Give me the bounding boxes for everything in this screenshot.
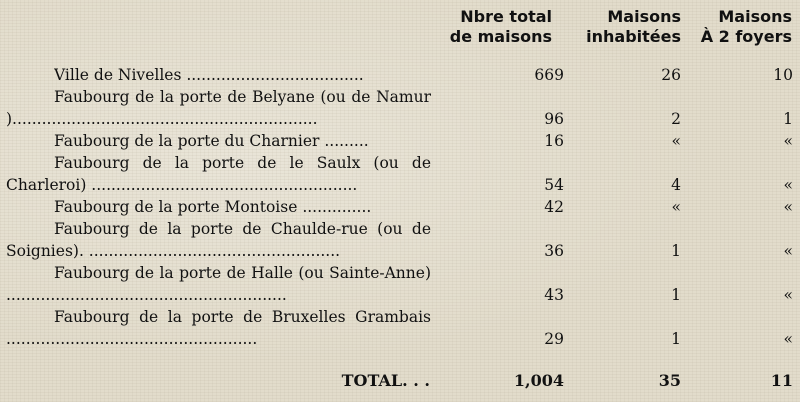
cell-two-households: « bbox=[783, 198, 793, 216]
header-uninhabited-line2: inhabitées bbox=[586, 27, 681, 46]
cell-uninhabited: « bbox=[671, 198, 681, 216]
cell-total-houses: 16 bbox=[544, 132, 564, 150]
row-label: Faubourg de la porte du Charnier ......... bbox=[54, 132, 369, 150]
total-label: TOTAL. . . bbox=[341, 371, 430, 390]
cell-uninhabited: 2 bbox=[671, 110, 681, 128]
cell-two-households: 10 bbox=[773, 66, 793, 84]
cell-two-households: « bbox=[783, 330, 793, 348]
cell-two-households: 1 bbox=[783, 110, 793, 128]
cell-total-houses: 29 bbox=[544, 330, 564, 348]
cell-uninhabited: 1 bbox=[671, 242, 681, 260]
header-two-households-line2: À 2 foyers bbox=[700, 27, 792, 46]
header-two-households bbox=[701, 7, 792, 47]
row-label: Faubourg de la porte de Bruxelles Grambais ................................................... bbox=[6, 308, 431, 348]
total-uninhabited-value: 35 bbox=[658, 371, 681, 390]
cell-total-houses: 669 bbox=[534, 66, 564, 84]
header-two-households-line1: Maisons bbox=[718, 7, 792, 26]
header-total-houses-line1: Nbre total bbox=[460, 7, 552, 26]
cell-two-households: « bbox=[783, 132, 793, 150]
cell-total-houses: 36 bbox=[544, 242, 564, 260]
row-label: Faubourg de la porte Montoise .............. bbox=[54, 198, 372, 216]
cell-uninhabited: « bbox=[671, 132, 681, 150]
cell-total-houses: 43 bbox=[544, 286, 564, 304]
total-two-households-value: 11 bbox=[770, 371, 793, 390]
cell-uninhabited: 1 bbox=[671, 286, 681, 304]
cell-total-houses: 42 bbox=[544, 198, 564, 216]
header-total-houses bbox=[450, 7, 552, 47]
cell-total-houses: 54 bbox=[544, 176, 564, 194]
cell-two-households: « bbox=[783, 286, 793, 304]
cell-uninhabited: 26 bbox=[661, 66, 681, 84]
cell-two-households: « bbox=[783, 242, 793, 260]
header-uninhabited-line1: Maisons bbox=[607, 7, 681, 26]
row-label: Faubourg de la porte de le Saulx (ou de Charleroi) ...................................................... bbox=[6, 154, 431, 194]
row-label: Faubourg de la porte de Halle (ou Sainte-Anne) ......................................................... bbox=[6, 264, 431, 304]
cell-uninhabited: 4 bbox=[671, 176, 681, 194]
cell-total-houses: 96 bbox=[544, 110, 564, 128]
header-uninhabited bbox=[586, 7, 681, 47]
row-label: Faubourg de la porte de Belyane (ou de Namur ).............................................................. bbox=[6, 88, 431, 128]
row-label: Ville de Nivelles .................................... bbox=[54, 66, 364, 84]
total-houses-value: 1,004 bbox=[513, 371, 564, 390]
cell-two-households: « bbox=[783, 176, 793, 194]
header-total-houses-line2: de maisons bbox=[449, 27, 552, 46]
row-label: Faubourg de la porte de Chaulde-rue (ou de Soignies). ................................................... bbox=[6, 220, 431, 260]
cell-uninhabited: 1 bbox=[671, 330, 681, 348]
